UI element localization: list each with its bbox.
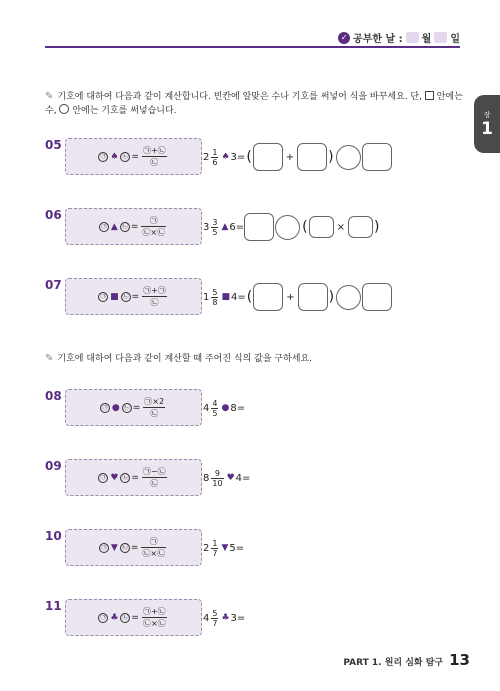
frac-denominator: 5 bbox=[212, 227, 218, 237]
equals-sign: = bbox=[242, 472, 251, 484]
circled-a: ㉠ bbox=[100, 543, 107, 551]
equals-sign: = bbox=[235, 542, 245, 554]
circled-a: ㉠ bbox=[100, 152, 107, 160]
circled-b: ㉡ bbox=[121, 543, 128, 551]
circled-a: ㉠ bbox=[100, 613, 107, 621]
circled-b: ㉡ bbox=[122, 613, 129, 621]
equals-sign: = bbox=[235, 221, 245, 233]
spade-icon: ♠ bbox=[221, 152, 230, 162]
circled-b: ㉡ bbox=[122, 473, 129, 481]
equals-sign: = bbox=[130, 221, 139, 232]
frac-numerator: 4 bbox=[212, 398, 218, 408]
def-denominator: ㉡×㉡ bbox=[142, 228, 166, 237]
def-denominator: ㉡×㉡ bbox=[142, 619, 166, 628]
circle-symbol-icon: ● bbox=[221, 403, 230, 413]
answer-box[interactable] bbox=[253, 143, 283, 171]
circled-b: ㉡ bbox=[123, 403, 130, 411]
definition-box bbox=[65, 138, 202, 175]
instruction-1 bbox=[45, 90, 465, 118]
equals-sign: = bbox=[130, 542, 139, 553]
heart-icon: ♥ bbox=[110, 472, 119, 483]
whole-number: 3 bbox=[203, 221, 210, 233]
expression: 2 $\frac{1}{6}$ ♠ 3 = ( + ) bbox=[203, 142, 392, 172]
problem-06 bbox=[45, 208, 465, 248]
down-triangle-icon: ▼ bbox=[221, 543, 229, 553]
whole-number: 1 bbox=[203, 291, 210, 303]
header-rule bbox=[45, 46, 460, 48]
circled-a: ㉠ bbox=[101, 403, 108, 411]
instruction-1-text-a: 기호에 대하여 다음과 같이 계산합니다. 빈칸에 알맞은 수나 기호를 써넣어 식을 바꾸세요. 단, bbox=[57, 92, 422, 102]
equals-sign: = bbox=[131, 291, 140, 302]
def-numerator: ㉠ bbox=[149, 537, 158, 546]
square-symbol-icon: ■ bbox=[221, 292, 230, 302]
problem-11 bbox=[45, 599, 465, 639]
check-icon: ✓ bbox=[338, 32, 350, 44]
def-denominator: ㉡×㉡ bbox=[142, 549, 166, 558]
answer-circle[interactable] bbox=[336, 285, 361, 310]
page-number: 13 bbox=[449, 651, 470, 669]
def-denominator: ㉡ bbox=[150, 479, 159, 488]
triangle-icon: ▲ bbox=[221, 222, 229, 232]
equals-sign: = bbox=[131, 151, 139, 162]
definition-box bbox=[65, 599, 202, 636]
problem-number: 05 bbox=[45, 138, 62, 152]
equals-sign: = bbox=[132, 402, 141, 413]
spade-icon: ♠ bbox=[110, 151, 119, 162]
triangle-icon: ▲ bbox=[110, 221, 118, 232]
month-label: 월 bbox=[421, 34, 432, 45]
answer-box[interactable] bbox=[253, 283, 283, 311]
study-date bbox=[338, 30, 460, 45]
circled-b: ㉡ bbox=[121, 222, 128, 230]
circled-a: ㉠ bbox=[100, 222, 107, 230]
answer-box[interactable] bbox=[297, 143, 327, 171]
operand: 3 bbox=[230, 612, 237, 624]
def-numerator: ㉠+㉡ bbox=[142, 146, 166, 155]
frac-denominator: 6 bbox=[212, 157, 218, 167]
definition-box bbox=[65, 529, 202, 566]
instruction-1-text-b: 안에는 bbox=[436, 92, 463, 102]
answer-box[interactable] bbox=[298, 283, 328, 311]
problem-09 bbox=[45, 459, 465, 499]
def-denominator: ㉡ bbox=[150, 158, 159, 167]
answer-box[interactable] bbox=[244, 213, 274, 241]
def-numerator: ㉠−㉡ bbox=[142, 467, 166, 476]
plus-sign: + bbox=[286, 291, 295, 303]
answer-circle[interactable] bbox=[336, 145, 361, 170]
equals-sign: = bbox=[237, 291, 246, 303]
instruction-2 bbox=[45, 352, 465, 366]
chapter-tab bbox=[474, 95, 500, 153]
operand: 4 bbox=[230, 291, 238, 303]
answer-circle[interactable] bbox=[275, 215, 300, 240]
whole-number: 4 bbox=[203, 402, 210, 414]
instruction-1-text-d: 안에는 기호를 써넣습니다. bbox=[72, 106, 177, 116]
answer-box[interactable] bbox=[362, 143, 392, 171]
square-icon bbox=[425, 91, 434, 100]
problem-08 bbox=[45, 389, 465, 429]
problem-number: 08 bbox=[45, 389, 62, 403]
instruction-1-text-c: 수, bbox=[45, 106, 57, 116]
pencil-icon: ✎ bbox=[45, 353, 54, 364]
def-denominator: ㉡ bbox=[150, 298, 159, 307]
part-title: PART 1. 원리 심화 탐구 bbox=[343, 658, 444, 668]
problem-number: 09 bbox=[45, 459, 62, 473]
frac-numerator: 5 bbox=[212, 608, 218, 618]
frac-numerator: 3 bbox=[212, 217, 218, 227]
whole-number: 2 bbox=[203, 542, 210, 554]
whole-number: 8 bbox=[203, 472, 210, 484]
answer-box[interactable] bbox=[309, 216, 334, 238]
month-box[interactable] bbox=[406, 32, 419, 43]
definition-box bbox=[65, 208, 202, 245]
definition-box bbox=[65, 389, 202, 426]
times-sign: × bbox=[336, 221, 346, 233]
problem-05 bbox=[45, 138, 465, 178]
chapter-number: 1 bbox=[481, 119, 493, 139]
whole-number: 2 bbox=[203, 151, 210, 163]
problem-number: 11 bbox=[45, 599, 62, 613]
expression bbox=[203, 463, 250, 493]
frac-denominator: 7 bbox=[212, 618, 218, 628]
frac-numerator: 1 bbox=[212, 538, 218, 548]
problem-10 bbox=[45, 529, 465, 569]
operand: 8 bbox=[230, 402, 237, 414]
frac-denominator: 5 bbox=[212, 408, 218, 418]
chapter-tab-small: 장 bbox=[483, 111, 491, 119]
frac-numerator: 9 bbox=[214, 468, 221, 478]
page-footer bbox=[343, 651, 470, 669]
operand: 3 bbox=[230, 151, 237, 163]
def-denominator: ㉡ bbox=[150, 409, 159, 418]
expression bbox=[203, 393, 245, 423]
definition-box bbox=[65, 278, 202, 315]
answer-box[interactable] bbox=[348, 216, 373, 238]
equals-sign: = bbox=[236, 151, 246, 163]
def-numerator: ㉠ bbox=[149, 216, 158, 225]
whole-number: 4 bbox=[203, 612, 210, 624]
day-label: 일 bbox=[450, 34, 460, 45]
problem-number: 10 bbox=[45, 529, 62, 543]
problem-07 bbox=[45, 278, 465, 318]
frac-numerator: 5 bbox=[212, 287, 218, 297]
equals-sign: = bbox=[236, 612, 246, 624]
problem-number: 06 bbox=[45, 208, 62, 222]
expression bbox=[203, 533, 244, 563]
square-symbol-icon: ■ bbox=[110, 291, 119, 302]
plus-sign: + bbox=[285, 151, 295, 163]
frac-numerator: 1 bbox=[212, 147, 218, 157]
down-triangle-icon: ▼ bbox=[110, 542, 118, 553]
heart-icon: ♥ bbox=[226, 473, 235, 483]
expression: 1 $\frac{5}{8}$ ■ 4 = ( + ) bbox=[203, 282, 392, 312]
def-numerator: ㉠+㉡ bbox=[142, 607, 166, 616]
definition-box bbox=[65, 459, 202, 496]
circle-symbol-icon: ● bbox=[111, 402, 120, 413]
operand: 5 bbox=[229, 542, 236, 554]
circle-icon bbox=[59, 104, 69, 114]
study-label: 공부한 날 : bbox=[353, 34, 403, 45]
def-numerator: ㉠+㉠ bbox=[143, 286, 166, 295]
frac-denominator: 10 bbox=[212, 478, 223, 488]
circled-b: ㉡ bbox=[122, 152, 129, 160]
circled-a: ㉠ bbox=[100, 473, 107, 481]
frac-denominator: 8 bbox=[212, 297, 218, 307]
pencil-icon: ✎ bbox=[45, 91, 54, 102]
day-box[interactable] bbox=[434, 32, 447, 43]
instruction-2-text: 기호에 대하여 다음과 같이 계산할 때 주어진 식의 값을 구하세요. bbox=[57, 354, 313, 364]
club-icon: ♣ bbox=[110, 612, 119, 623]
expression bbox=[203, 603, 245, 633]
problem-number: 07 bbox=[45, 278, 62, 292]
circled-b: ㉡ bbox=[122, 292, 129, 300]
operand: 6 bbox=[229, 221, 236, 233]
operand: 4 bbox=[235, 472, 243, 484]
equals-sign: = bbox=[131, 472, 139, 483]
frac-denominator: 7 bbox=[212, 548, 218, 558]
equals-sign: = bbox=[236, 402, 246, 414]
club-icon: ♣ bbox=[221, 613, 230, 623]
def-numerator: ㉠×2 bbox=[144, 397, 165, 406]
expression: 3 $\frac{3}{5}$ ▲ 6 = ( × ) bbox=[203, 212, 380, 242]
equals-sign: = bbox=[131, 612, 139, 623]
circled-a: ㉠ bbox=[100, 292, 107, 300]
answer-box[interactable] bbox=[362, 283, 392, 311]
